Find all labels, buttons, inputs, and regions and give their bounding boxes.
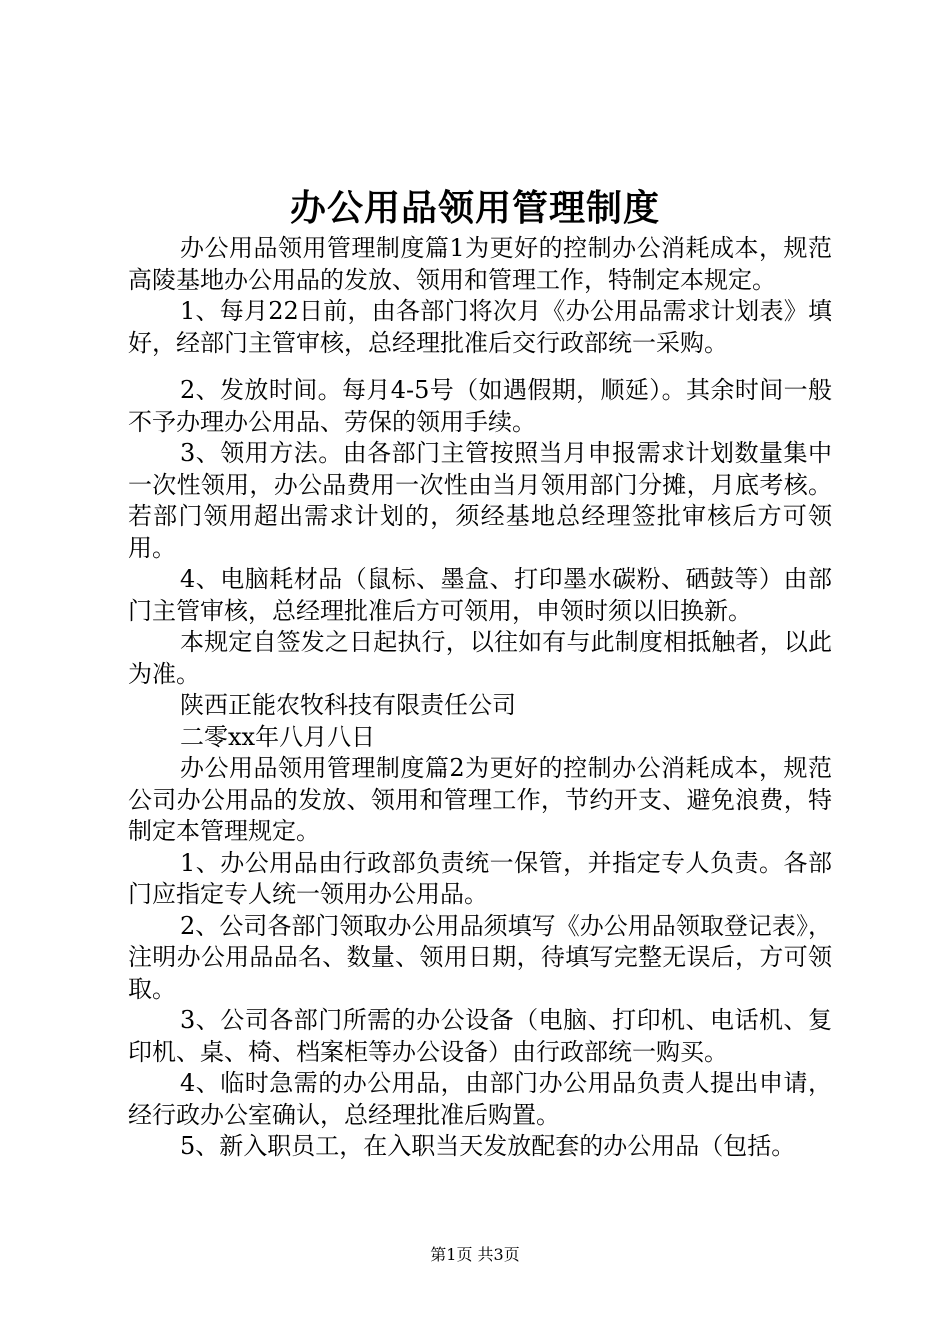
paragraph-rule-5: 5、新入职员工，在入职当天发放配套的办公用品（包括。	[180, 1132, 796, 1160]
paragraph-item-3: 3、领用方法。由各部门主管按照当月申报需求计划数量集中一次性领用，办公品费用一次性由当月领用部门分摊，月底考核。若部门领用超出需求计划的，须经基地总经理签批审核后方可领用。	[128, 439, 832, 562]
paragraph-intro-1: 办公用品领用管理制度篇1为更好的控制办公消耗成本，规范高陵基地办公用品的发放、领用和管理工作，特制定本规定。	[128, 234, 832, 294]
paragraph-rule-3: 3、公司各部门所需的办公设备（电脑、打印机、电话机、复印机、桌、椅、档案柜等办公设备）由行政部统一购买。	[128, 1006, 832, 1066]
paragraph-item-4: 4、电脑耗材品（鼠标、墨盒、打印墨水碳粉、硒鼓等）由部门主管审核，总经理批准后方可领用，申领时须以旧换新。	[128, 565, 832, 625]
document-body	[128, 233, 832, 1163]
document-date: 二零xx年八月八日	[180, 722, 376, 751]
company-name: 陕西正能农牧科技有限责任公司	[180, 691, 516, 719]
paragraph-rule-2: 2、公司各部门领取办公用品须填写《办公用品领取登记表》，注明办公用品品名、数量、领用日期，待填写完整无误后，方可领取。	[128, 911, 832, 1003]
paragraph-effective: 本规定自签发之日起执行，以往如有与此制度相抵触者，以此为准。	[128, 628, 832, 688]
document-title: 办公用品领用管理制度	[289, 187, 660, 229]
paragraph-rule-4: 4、临时急需的办公用品，由部门办公用品负责人提出申请，经行政办公室确认，总经理批准后购置。	[128, 1069, 832, 1129]
paragraph-rule-1: 1、办公用品由行政部负责统一保管，并指定专人负责。各部门应指定专人统一领用办公用品。	[128, 848, 832, 908]
paragraph-item-1: 1、每月22日前，由各部门将次月《办公用品需求计划表》填好，经部门主管审核，总经理批准后交行政部统一采购。	[128, 297, 832, 357]
page-footer: 第1页 共3页	[430, 1245, 520, 1264]
paragraph-intro-2: 办公用品领用管理制度篇2为更好的控制办公消耗成本，规范公司办公用品的发放、领用和管理工作，节约开支、避免浪费，特制定本管理规定。	[128, 754, 832, 845]
paragraph-item-2: 2、发放时间。每月4-5号（如遇假期，顺延）。其余时间一般不予办理办公用品、劳保的领用手续。	[128, 376, 832, 436]
